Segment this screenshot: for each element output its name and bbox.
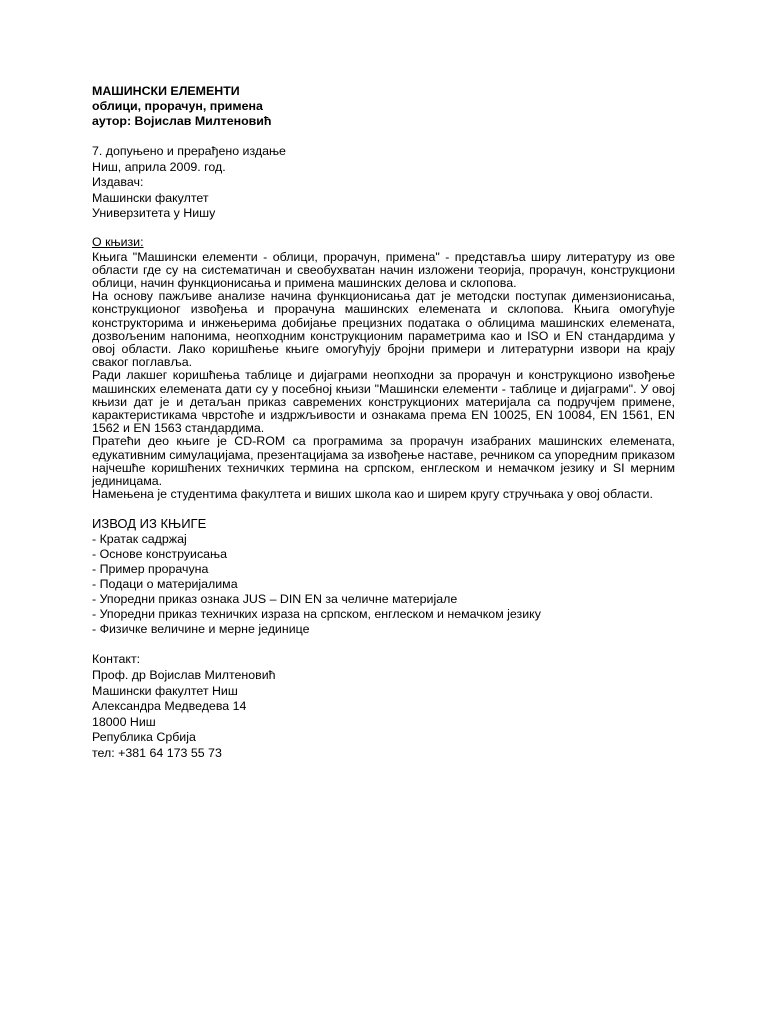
contact-country: Република Србија xyxy=(92,730,196,745)
excerpt-section xyxy=(92,516,675,637)
list-item: - Подаци о материјалима xyxy=(92,577,238,592)
book-title: МАШИНСКИ ЕЛЕМЕНТИ xyxy=(92,84,240,98)
about-paragraph: Намењена је студентима факултета и виших школа као и ширем кругу стручњака у овој области. xyxy=(92,487,653,502)
list-item: - Физичке величине и мерне јединице xyxy=(92,622,310,637)
contact-section xyxy=(92,652,675,761)
list-item: - Пример прорачуна xyxy=(92,562,209,577)
list-item: - Упоредни приказ ознака JUS – DIN EN за челичне материјале xyxy=(92,592,458,607)
about-section xyxy=(92,235,675,501)
document-page xyxy=(92,84,675,762)
about-paragraph: Пратећи део књиге је CD-ROM са програмима за прорачун изабраних машинских елемената, едукативним симулацијама, презентацијама за извођење наставе, речником са упоредним приказом најчешће коришћених техничких термина на српском, енглеском и немачком језику и SI мерним јединицама. xyxy=(92,434,675,489)
list-item: - Кратак садржај xyxy=(92,532,187,547)
contact-phone: тел: +381 64 173 55 73 xyxy=(92,745,222,760)
edition-block xyxy=(92,144,675,222)
contact-name: Проф. др Војислав Милтеновић xyxy=(92,668,276,683)
about-title: О књизи: xyxy=(92,234,144,249)
spacer xyxy=(92,501,675,516)
publisher-university: Универзитета у Нишу xyxy=(92,206,216,221)
edition-line: 7. допуњено и прерађено издање xyxy=(92,144,286,158)
contact-title: Контакт: xyxy=(92,652,141,667)
publisher-label: Издавач: xyxy=(92,175,144,190)
excerpt-title: ИЗВОД ИЗ КЊИГЕ xyxy=(92,516,207,532)
book-author: аутор: Војислав Милтеновић xyxy=(92,114,272,128)
about-paragraph: Ради лакшег коришћења таблице и дијаграми неопходни за прорачун и конструкционо извођење машинских елемената дати су у посебној књизи "Машински елементи - таблице и дијаграми". У овој књизи дат је и детаљан приказ савремених конструкционих материјала са подручјем примене, карактеристикама чврстоће и издржљивости и ознакама према EN 10025, EN 10084, EN 1561, EN 1562 и EN 1563 стандардима. xyxy=(92,368,675,436)
contact-faculty: Машински факултет Ниш xyxy=(92,683,238,698)
publisher-name: Машински факултет xyxy=(92,190,209,205)
book-subtitle: облици, прорачун, примена xyxy=(92,99,263,113)
edition-date: Ниш, априла 2009. год. xyxy=(92,159,226,174)
about-paragraph: Књига "Машински елементи - облици, прорачун, примена" - представља ширу литературу из ове области где су на систематичан и свеобухватан начин изложени теорија, прорачун, конструкциони облици, начин функционисања и примена машинских делова и склопова. xyxy=(92,249,675,290)
spacer xyxy=(92,129,675,144)
contact-city: 18000 Ниш xyxy=(92,714,156,729)
about-paragraph: На основу пажљиве анализе начина функционисања дат је методски поступак димензионисања, конструкционог извођења и прорачуна машинских елемената и склопова. Књига омогућује конструкторима и инжењерима добијање прецизних података о облицима машинских елемената, дозвољеним напонима, неопходним конструкционим параметрима као и ISO и EN стандардима у овој области. Лако коришћење књиге омогућују бројни примери и литературни извори на крају сваког поглавља. xyxy=(92,289,675,370)
list-item: - Основе конструисања xyxy=(92,547,227,562)
list-item: - Упоредни приказ техничких израза на српском, енглеском и немачком језику xyxy=(92,607,541,622)
contact-street: Александра Медведева 14 xyxy=(92,699,247,714)
spacer xyxy=(92,222,675,235)
spacer xyxy=(92,637,675,652)
